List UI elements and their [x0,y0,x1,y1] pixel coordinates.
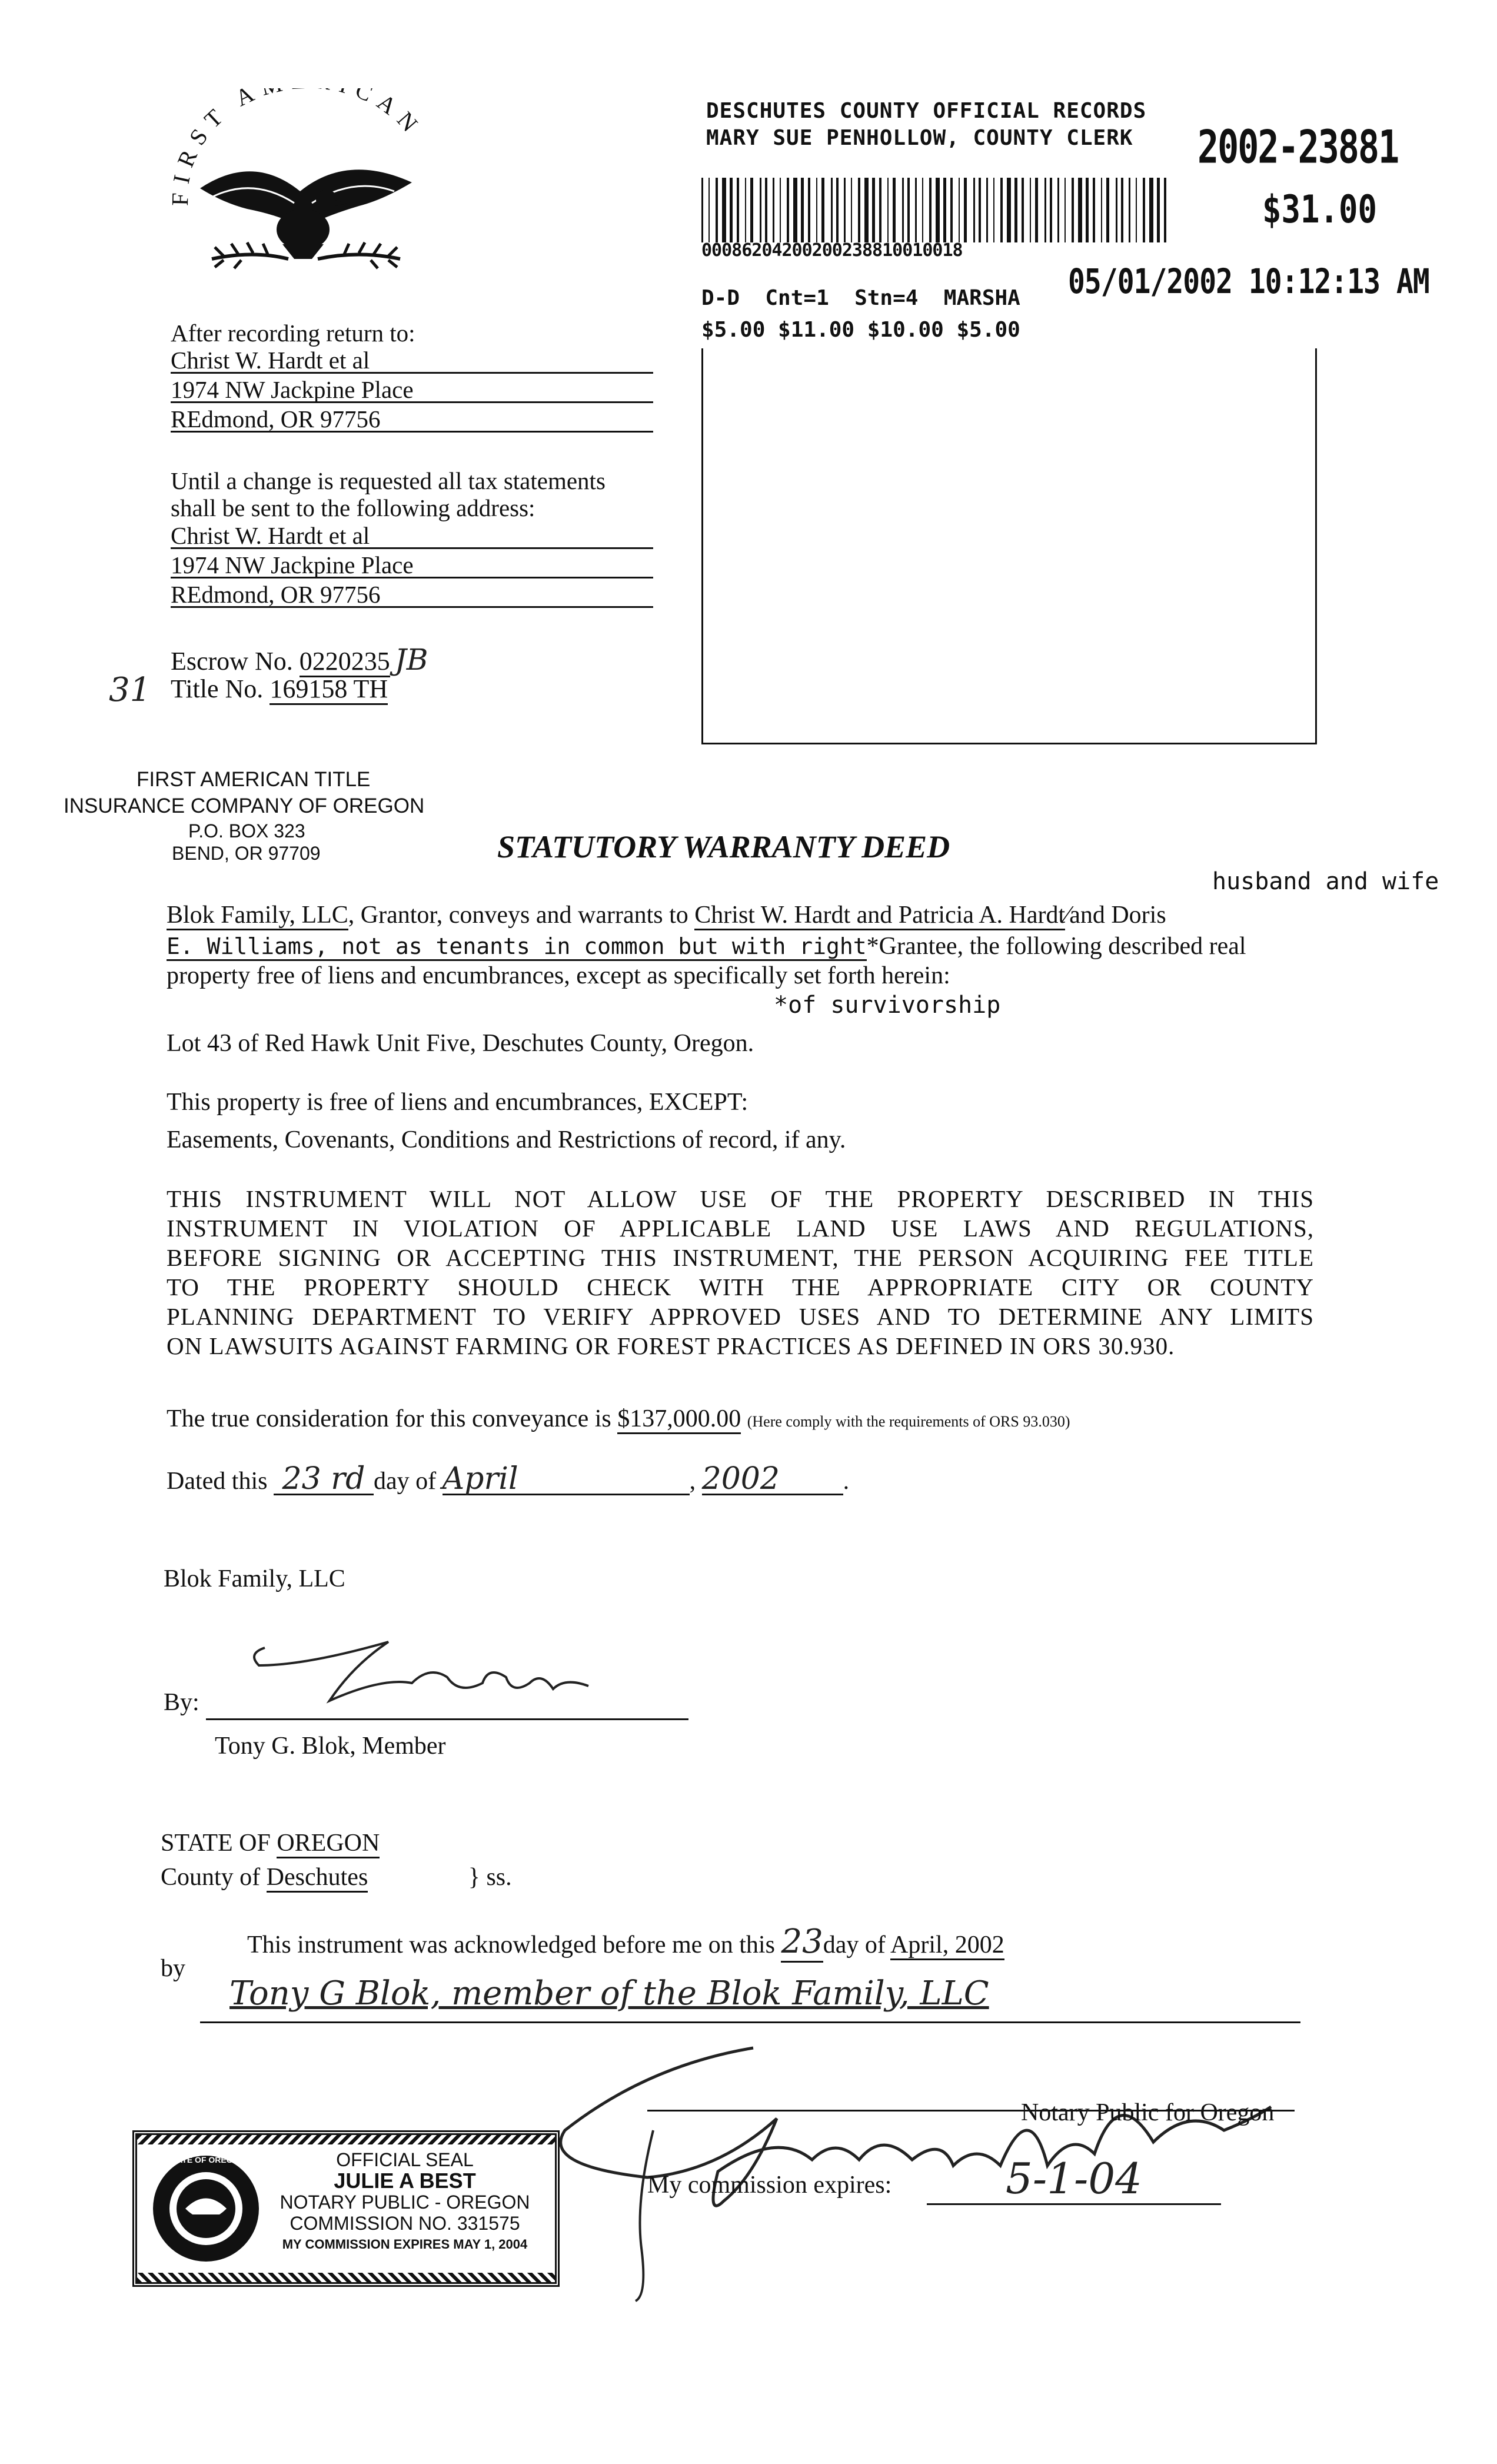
conveyance-line-2 [167,932,1246,961]
warning-line: INSTRUMENT IN VIOLATION OF APPLICABLE LAND USE LAWS AND REGULATIONS, [167,1215,1314,1242]
grantor-name: Blok Family, LLC [167,902,348,930]
notary-by-name: Tony G Blok, member of the Blok Family, LLC [229,1974,989,2013]
insert-caret: ⁄ [1065,902,1070,929]
title-company-line2: INSURANCE COMPANY OF OREGON [64,794,425,817]
tax-heading-2: shall be sent to the following address: [171,494,535,521]
oregon-seal-icon [150,2153,262,2265]
warning-line: TO THE PROPERTY SHOULD CHECK WITH THE APPROPRIATE CITY OR COUNTY [167,1273,1314,1301]
title-company-line1: FIRST AMERICAN TITLE [137,768,371,791]
notary-county: Deschutes [267,1864,368,1893]
return-to-street: 1974 NW Jackpine Place [171,376,414,403]
return-to-heading: After recording return to: [171,320,415,347]
dated-label: Dated this [167,1468,268,1495]
dated-line: Dated this 23 rd day of April , 2002 . [167,1461,850,1497]
notary-county-line [161,1863,512,1892]
notary-ack-day-of: day of [823,1931,886,1958]
escrow-line [171,645,428,676]
conveyance-text-b: Grantee, the following described real [879,933,1246,960]
dated-day: 23 rd [274,1464,374,1495]
recorder-barcode-number: 00086204200200238810010018 [701,240,963,261]
first-american-logo [135,88,465,288]
recorder-clerk: MARY SUE PENHOLLOW, COUNTY CLERK [706,126,1133,150]
return-to-name: Christ W. Hardt et al [171,347,370,374]
notary-state-label: STATE OF [161,1830,271,1857]
dated-month: April [443,1464,690,1495]
seal-line-3: NOTARY PUBLIC - OREGON [280,2192,530,2213]
exceptions-line-2: Easements, Covenants, Conditions and Restrictions of record, if any. [167,1126,846,1153]
notary-ack-day: 23 [781,1923,823,1963]
title-label: Title No. [171,674,264,703]
grantees-line-1: Christ W. Hardt and Patricia A. Hardt [694,902,1065,930]
legal-description: Lot 43 of Red Hawk Unit Five, Deschutes County, Oregon. [167,1030,754,1057]
notary-commission-label: My commission expires: [647,2172,892,2199]
notary-state: OREGON [277,1830,380,1858]
notary-by-label: by [161,1955,185,1982]
return-to-rule-1 [171,372,653,374]
warning-block [167,1184,1314,1361]
recorder-doc-number: 2002-23881 [1197,121,1399,174]
by-label: By: [164,1689,199,1716]
conveyance-line-1 [167,900,1166,930]
grantees-line-2: E. Williams, not as tenants in common but with right [167,933,867,961]
conveyance-text-a: , Grantor, conveys and warrants to [348,902,695,929]
logo-arc-text: FIRST A CAN [167,88,429,207]
title-margin-mark: 31 [109,671,151,709]
recorder-line1: D-D Cnt=1 Stn=4 MARSHA [701,286,1020,310]
notary-title: Notary Public for Oregon [1021,2099,1275,2126]
notary-ss: } ss. [468,1864,512,1891]
recording-box [701,348,1317,744]
conveyance-line-3: property free of liens and encumbrances, except as specifically set forth herein: [167,962,950,989]
escrow-label: Escrow No. [171,647,293,676]
signer-name: Tony G. Blok, Member [215,1733,446,1760]
recorder-fees: $5.00 $11.00 $10.00 $5.00 [701,318,1020,342]
tax-rule-3 [171,606,653,608]
insert-husband-and-wife: husband and wife [1212,868,1439,895]
consideration-line [167,1404,1070,1436]
tax-street: 1974 NW Jackpine Place [171,551,414,578]
notary-state-line [161,1828,380,1858]
dated-day-of: day of [373,1468,437,1495]
warning-line: ON LAWSUITS AGAINST FARMING OR FOREST PRACTICES AS DEFINED IN ORS 30.930. [167,1332,1175,1359]
seal-zigzag-top [137,2135,555,2144]
exceptions-line-1: This property is free of liens and encumbrances, EXCEPT: [167,1089,748,1116]
official-seal [132,2130,560,2287]
consideration-text: The true consideration for this conveyance is [167,1405,618,1432]
recorder-timestamp: 05/01/2002 10:12:13 AM [1068,262,1429,302]
escrow-value: 0220235 [300,647,390,677]
tax-rule-2 [171,577,653,578]
seal-zigzag-bottom [137,2273,555,2282]
title-company-line4: BEND, OR 97709 [172,843,321,864]
grantor-signature [235,1630,636,1724]
seal-line-4: COMMISSION NO. 331575 [290,2213,520,2234]
signature-entity: Blok Family, LLC [164,1565,345,1592]
seal-text [267,2149,543,2255]
recorder-barcode [701,178,1166,242]
warning-line: BEFORE SIGNING OR ACCEPTING THIS INSTRUMENT, THE PERSON ACQUIRING FEE TITLE [167,1244,1314,1271]
return-to-city: REdmond, OR 97756 [171,405,381,433]
grantees-line-1b: and Doris [1069,902,1166,929]
notary-county-label: County of [161,1864,261,1891]
deed-title: STATUTORY WARRANTY DEED [497,829,950,864]
state-seal-emblem [150,2153,262,2265]
notary-ack-month: April, 2002 [890,1931,1004,1960]
seal-emblem-text: STATE OF OREGON [167,2155,245,2164]
seal-line-5: MY COMMISSION EXPIRES MAY 1, 2004 [282,2237,528,2252]
notary-ack-text: This instrument was acknowledged before me on this [247,1931,775,1958]
signature-rule [206,1718,688,1720]
return-to-rule-3 [171,431,653,433]
tax-heading-1: Until a change is requested all tax statements [171,467,606,494]
tax-rule-1 [171,547,653,549]
title-value: 169158 TH [270,674,388,705]
notary-commission-date: 5-1-04 [927,2154,1221,2205]
insert-of-survivorship: *of survivorship [774,992,1001,1019]
return-to-rule-2 [171,401,653,403]
tax-city: REdmond, OR 97756 [171,581,381,608]
warning-line: THIS INSTRUMENT WILL NOT ALLOW USE OF THE PROPERTY DESCRIBED IN THIS [167,1185,1314,1212]
notary-ack-line [247,1923,1004,1961]
title-company-line3: P.O. BOX 323 [188,820,305,842]
consideration-note: (Here comply with the requirements of ORS 93.030) [747,1413,1070,1430]
warning-line: PLANNING DEPARTMENT TO VERIFY APPROVED USES AND TO DETERMINE ANY LIMITS [167,1303,1314,1330]
recorder-fee-total: $31.00 [1262,187,1378,232]
asterisk-mark: * [866,933,879,960]
tax-name: Christ W. Hardt et al [171,522,370,549]
eagle-icon [135,88,465,288]
recorder-office: DESCHUTES COUNTY OFFICIAL RECORDS [706,99,1147,123]
notary-by-rule [200,2021,1300,2023]
dated-year: 2002 [702,1464,843,1495]
seal-line-1: OFFICIAL SEAL [336,2149,474,2170]
escrow-initials: JB [394,643,428,677]
consideration-amount: $137,000.00 [617,1405,741,1434]
title-line [171,674,388,704]
seal-line-2: JULIE A BEST [334,2169,476,2193]
